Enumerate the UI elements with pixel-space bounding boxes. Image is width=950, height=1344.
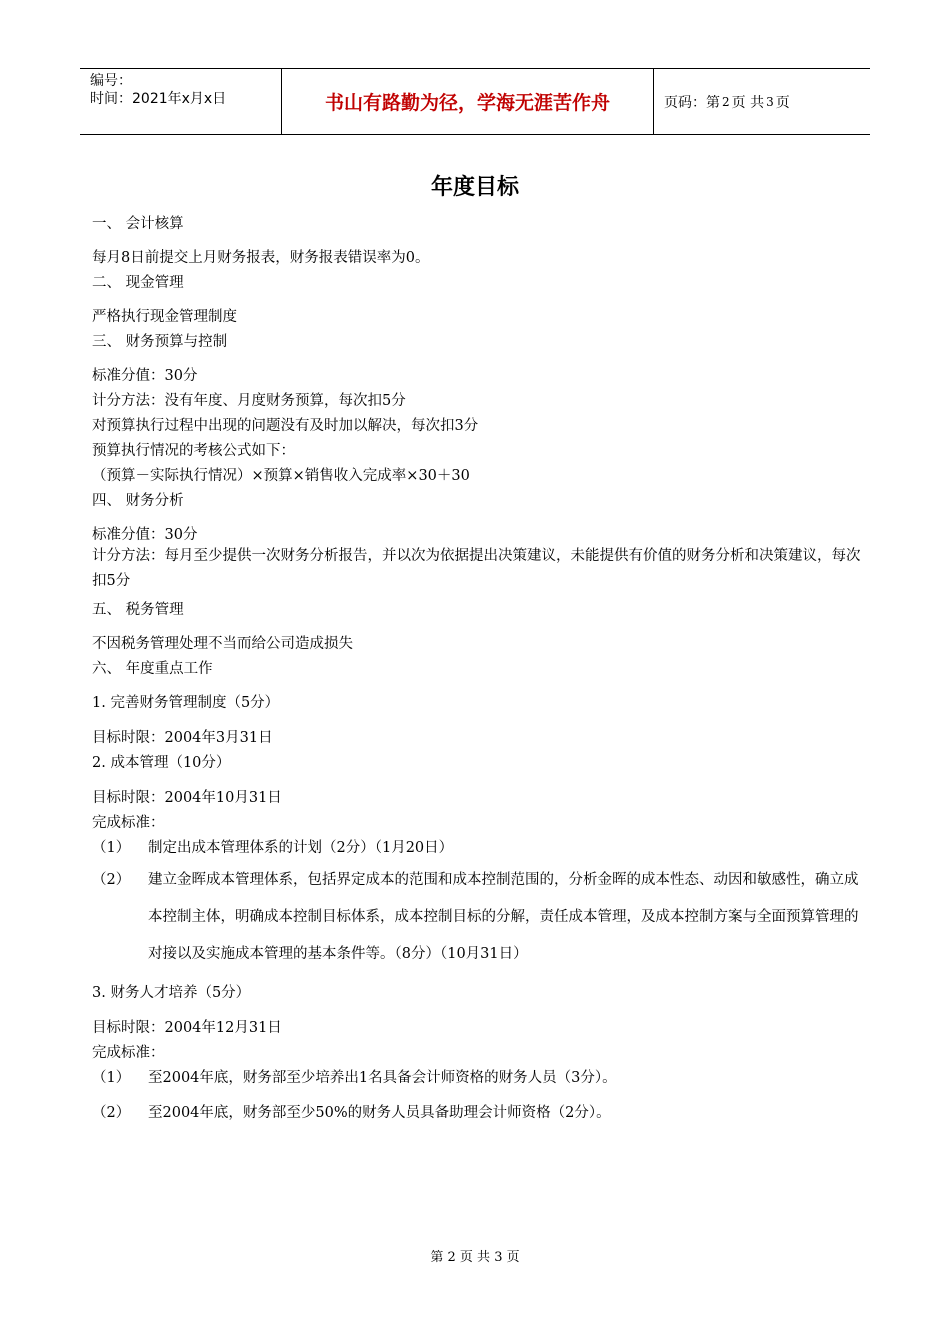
section-3-heading: 三、 财务预算与控制 xyxy=(92,334,228,350)
page-current: 2 xyxy=(722,94,730,109)
section-4-heading: 四、 财务分析 xyxy=(92,493,184,509)
section-4-line-2: 计分方法：每月至少提供一次财务分析报告，并以次为依据提出决策建议，未能提供有价值的财务分析和决策建议，每次扣5分 xyxy=(92,548,861,589)
section-5-heading: 五、 税务管理 xyxy=(92,602,184,618)
work-3-title: 3. 财务人才培养（5分） xyxy=(92,985,251,1001)
code-label: 编号： xyxy=(90,73,132,89)
work-1-title: 1. 完善财务管理制度（5分） xyxy=(92,695,280,711)
work-3-item-1 xyxy=(92,1066,617,1087)
page-prefix: 页码：第 xyxy=(664,94,720,111)
work-2-deadline: 目标时限：2004年10月31日 xyxy=(92,790,282,806)
section-3-line-2: 计分方法：没有年度、月度财务预算，每次扣5分 xyxy=(92,393,406,409)
section-3-line-4: 预算执行情况的考核公式如下： xyxy=(92,443,295,459)
section-4-line-1: 标准分值：30分 xyxy=(92,527,198,543)
section-2-heading: 二、 现金管理 xyxy=(92,275,184,291)
section-6-heading: 六、 年度重点工作 xyxy=(92,661,213,677)
item-marker: （2） xyxy=(92,1105,131,1121)
item-text: 建立金晖成本管理体系，包括界定成本的范围和成本控制范围的，分析金晖的成本性态、动因和敏感性，确立成本控制主体，明确成本控制目标体系，成本控制目标的分解，责任成本管理，及成本控制方案与全面预算管理的对接以及实施成本管理的基本条件等。（8分）（10月31日） xyxy=(148,872,859,962)
section-1-text: 每月8日前提交上月财务报表，财务报表错误率为0。 xyxy=(92,250,430,266)
work-2-title: 2. 成本管理（10分） xyxy=(92,755,231,771)
section-1-heading: 一、 会计核算 xyxy=(92,216,184,232)
work-2-item-2 xyxy=(92,862,862,973)
item-text: 制定出成本管理体系的计划（2分）（1月20日） xyxy=(148,840,454,856)
item-marker: （1） xyxy=(92,1070,131,1086)
section-2-text: 严格执行现金管理制度 xyxy=(92,309,237,325)
work-1-deadline: 目标时限：2004年3月31日 xyxy=(92,730,273,746)
header-motto: 书山有路勤为径，学海无涯苦作舟 xyxy=(282,69,654,134)
page-suffix: 页 xyxy=(775,94,790,111)
page-total: 3 xyxy=(766,94,774,109)
section-5-text: 不因税务管理处理不当而给公司造成损失 xyxy=(92,636,353,652)
work-2-standard-label: 完成标准： xyxy=(92,815,165,831)
section-3-line-3: 对预算执行过程中出现的问题没有及时加以解决，每次扣3分 xyxy=(92,418,479,434)
page-header xyxy=(80,68,870,135)
section-3-line-1: 标准分值：30分 xyxy=(92,368,198,384)
page-mid: 页 共 xyxy=(731,94,765,111)
work-3-item-2 xyxy=(92,1101,611,1122)
item-text: 至2004年底，财务部至少50%的财务人员具备助理会计师资格（2分）。 xyxy=(148,1105,611,1121)
time-label: 时间：2021年x月x日 xyxy=(90,91,227,107)
work-2-item-1 xyxy=(92,836,453,857)
header-page-number xyxy=(654,69,870,134)
work-3-standard-label: 完成标准： xyxy=(92,1045,165,1061)
item-marker: （1） xyxy=(92,840,131,856)
section-3-formula: （预算－实际执行情况）×预算×销售收入完成率×30＋30 xyxy=(92,468,470,484)
page-footer: 第 2 页 共 3 页 xyxy=(430,1250,520,1265)
item-marker: （2） xyxy=(92,872,131,888)
header-meta xyxy=(80,69,282,134)
work-3-deadline: 目标时限：2004年12月31日 xyxy=(92,1020,282,1036)
page-title: 年度目标 xyxy=(430,175,519,200)
item-text: 至2004年底，财务部至少培养出1名具备会计师资格的财务人员（3分）。 xyxy=(148,1070,617,1086)
